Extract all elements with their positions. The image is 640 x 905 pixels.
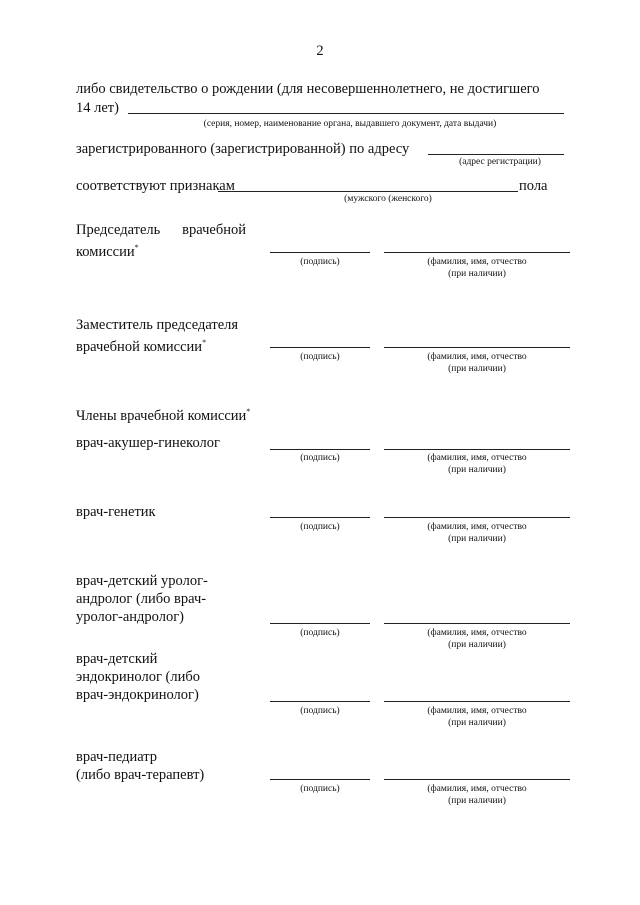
pediatrician-name-caption-2: (при наличии) <box>448 796 506 806</box>
chairman-name-caption-2: (при наличии) <box>448 269 506 279</box>
registration-caption: (адрес регистрации) <box>459 157 541 167</box>
deputy-name-caption-1: (фамилия, имя, отчество <box>427 352 527 362</box>
registration-address-field[interactable] <box>428 154 564 155</box>
geneticist-name-field[interactable] <box>384 517 570 518</box>
urologist-name-caption-1: (фамилия, имя, отчество <box>427 628 527 638</box>
geneticist-label: врач-генетик <box>76 504 156 520</box>
chairman-signature-caption: (подпись) <box>300 257 340 267</box>
endocrinologist-signature-caption: (подпись) <box>300 706 340 716</box>
chairman-name-field[interactable] <box>384 252 570 253</box>
chairman-label-line1 <box>76 221 246 239</box>
geneticist-signature-caption: (подпись) <box>300 522 340 532</box>
registration-label: зарегистрированного (зарегистрированной) по адресу <box>76 141 410 157</box>
pediatrician-label-line1: врач-педиатр <box>76 749 158 765</box>
pediatrician-signature-caption: (подпись) <box>300 784 340 794</box>
pediatrician-label-line2: (либо врач-терапевт) <box>76 767 205 783</box>
chairman-label-text: Председатель врачебной <box>76 222 246 238</box>
pediatrician-signature-field[interactable] <box>270 779 370 780</box>
urologist-name-field[interactable] <box>384 623 570 624</box>
sex-field[interactable] <box>218 191 518 192</box>
urologist-label-line2: андролог (либо врач- <box>76 591 207 607</box>
birth-cert-line2: 14 лет) <box>76 100 119 116</box>
pediatrician-name-caption-1: (фамилия, имя, отчество <box>427 784 527 794</box>
obgyn-name-caption-1: (фамилия, имя, отчество <box>427 453 527 463</box>
obgyn-signature-field[interactable] <box>270 449 370 450</box>
deputy-label-line2-text: врачебной комиссии <box>76 339 203 355</box>
obgyn-signature-caption: (подпись) <box>300 453 340 463</box>
urologist-signature-field[interactable] <box>270 623 370 624</box>
members-footnote-mark: * <box>246 407 251 416</box>
endocrinologist-name-caption-1: (фамилия, имя, отчество <box>427 706 527 716</box>
members-heading <box>76 403 250 425</box>
deputy-label-line2 <box>76 334 206 356</box>
chairman-name-caption-1: (фамилия, имя, отчество <box>427 257 527 267</box>
endocrinologist-signature-field[interactable] <box>270 701 370 702</box>
endocrinologist-label-line1: врач-детский <box>76 651 158 667</box>
endocrinologist-label-line3: врач-эндокринолог) <box>76 687 199 703</box>
members-heading-text: Члены врачебной комиссии <box>76 408 247 424</box>
geneticist-name-caption-1: (фамилия, имя, отчество <box>427 522 527 532</box>
endocrinologist-label-line2: эндокринолог (либо <box>76 669 200 685</box>
page-number: 2 <box>316 43 324 59</box>
sex-label: соответствуют признакам <box>76 178 235 194</box>
obgyn-name-field[interactable] <box>384 449 570 450</box>
endocrinologist-name-caption-2: (при наличии) <box>448 718 506 728</box>
urologist-label-line1: врач-детский уролог- <box>76 573 208 589</box>
deputy-name-caption-2: (при наличии) <box>448 364 506 374</box>
birth-cert-line1: либо свидетельство о рождении (для несовершеннолетнего, не достигшего <box>76 81 540 97</box>
sex-caption: (мужского (женского) <box>344 194 432 204</box>
obgyn-label: врач-акушер-гинеколог <box>76 435 220 451</box>
chairman-label-line2-text: комиссии <box>76 244 135 260</box>
obgyn-name-caption-2: (при наличии) <box>448 465 506 475</box>
sex-label-end: пола <box>519 178 548 194</box>
chairman-label-line2 <box>76 239 139 261</box>
deputy-name-field[interactable] <box>384 347 570 348</box>
birth-cert-caption: (серия, номер, наименование органа, выдавшего документ, дата выдачи) <box>203 119 497 129</box>
chairman-footnote-mark: * <box>134 243 139 252</box>
pediatrician-name-field[interactable] <box>384 779 570 780</box>
deputy-label-line1: Заместитель председателя <box>76 317 239 333</box>
deputy-signature-caption: (подпись) <box>300 352 340 362</box>
urologist-signature-caption: (подпись) <box>300 628 340 638</box>
geneticist-signature-field[interactable] <box>270 517 370 518</box>
deputy-signature-field[interactable] <box>270 347 370 348</box>
geneticist-name-caption-2: (при наличии) <box>448 534 506 544</box>
urologist-name-caption-2: (при наличии) <box>448 640 506 650</box>
urologist-label-line3: уролог-андролог) <box>76 609 184 625</box>
chairman-signature-field[interactable] <box>270 252 370 253</box>
birth-cert-field[interactable] <box>128 113 564 114</box>
deputy-footnote-mark: * <box>202 338 207 347</box>
endocrinologist-name-field[interactable] <box>384 701 570 702</box>
